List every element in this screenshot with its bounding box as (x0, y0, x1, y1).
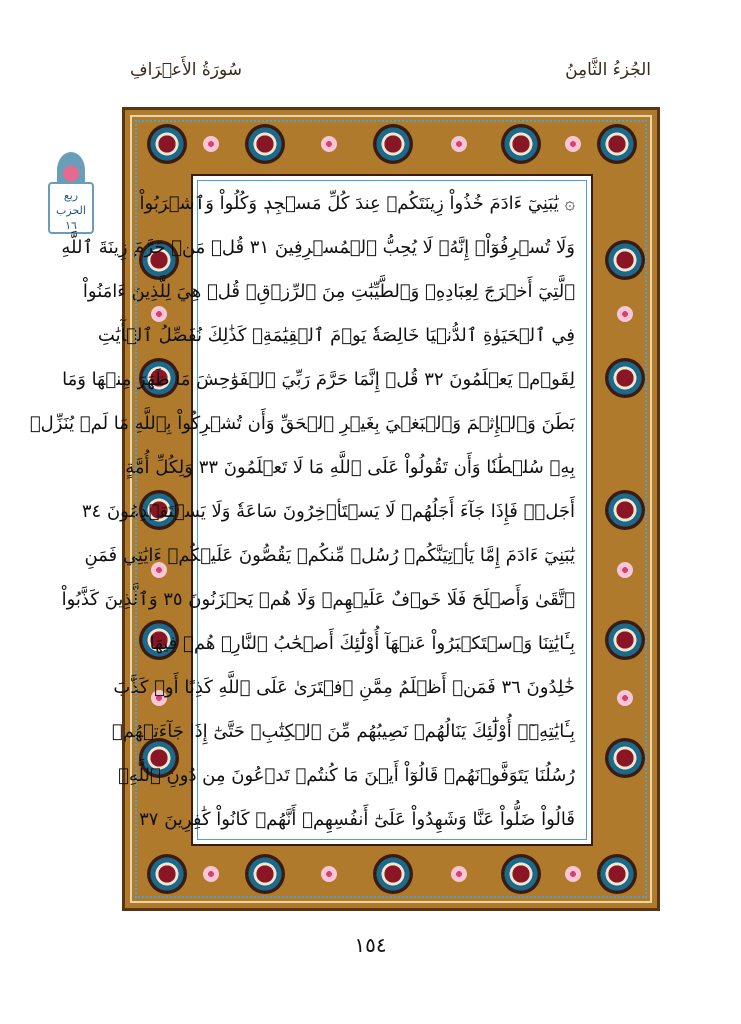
frame-ornament (373, 854, 413, 894)
frame-ornament (501, 854, 541, 894)
frame-flower (151, 562, 167, 578)
frame-flower (203, 136, 219, 152)
verse-line: قَالُواْ ضَلُّواْ عَنَّا وَشَهِدُواْ عَلَىٰٓ أَنفُسِهِمۡ أَنَّهُمۡ كَانُواْ كَٰفِرِينَ ٣٧ (139, 809, 575, 830)
frame-flower (151, 306, 167, 322)
verse-line: ٱتَّقَىٰ وَأَصۡلَحَ فَلَا خَوۡفٌ عَلَيۡهِمۡ وَلَا هُمۡ يَحۡزَنُونَ ٣٥ وَٱلَّذِينَ كَذَّبُواْ (61, 589, 575, 610)
frame-ornament (139, 738, 179, 778)
frame-ornament (605, 738, 645, 778)
marker-label-quarter: ربع (63, 189, 79, 202)
surah-title: سُورَةُ الأَعۡرَافِ (130, 60, 243, 80)
verse-line: وَلَا تُسۡرِفُوٓاْۚ إِنَّهُۥ لَا يُحِبُّ ٱلۡمُسۡرِفِينَ ٣١ قُلۡ مَنۡ حَرَّمَ زِينَةَ ٱللَّهِ (61, 237, 575, 258)
verse-line: بِـَٔايَٰتِنَا وَٱسۡتَكۡبَرُواْ عَنۡهَآ أُوْلَٰٓئِكَ أَصۡحَٰبُ ٱلنَّارِۖ هُمۡ فِيهَا (149, 633, 575, 654)
frame-ornament (501, 124, 541, 164)
frame-ornament (605, 358, 645, 398)
verse-line: بِـَٔايَٰتِهِۦٓۚ أُوْلَٰٓئِكَ يَنَالُهُمۡ نَصِيبُهُم مِّنَ ٱلۡكِتَٰبِۖ حَتَّىٰٓ إِذَا جَآءَتۡهُمۡ (111, 721, 575, 742)
frame-ornament (605, 490, 645, 530)
marker-number: ١٦ (65, 219, 77, 232)
frame-ornament (139, 620, 179, 660)
frame-ornament (373, 124, 413, 164)
verse-line: يَٰبَنِيٓ ءَادَمَ إِمَّا يَأۡتِيَنَّكُمۡ رُسُلٞ مِّنكُمۡ يَقُصُّونَ عَلَيۡكُمۡ ءَايَٰتِي فَمَنِ (84, 545, 575, 566)
frame-flower (617, 690, 633, 706)
verse-line: فِي ٱلۡحَيَوٰةِ ٱلدُّنۡيَا خَالِصَةٗ يَوۡمَ ٱلۡقِيَٰمَةِۗ كَذَٰلِكَ نُفَصِّلُ ٱلۡأٓيَٰتِ (97, 325, 575, 346)
frame-ornament (597, 854, 637, 894)
frame-ornament (147, 124, 187, 164)
frame-flower (203, 866, 219, 882)
verse-line: بَطَنَ وَٱلۡإِثۡمَ وَٱلۡبَغۡيَ بِغَيۡرِ ٱلۡحَقِّ وَأَن تُشۡرِكُواْ بِٱللَّهِ مَا لَمۡ يُنَزِّلۡ (29, 413, 575, 434)
frame-ornament (139, 490, 179, 530)
verse-line: بِهِۦ سُلۡطَٰنٗا وَأَن تَقُولُواْ عَلَى ٱللَّهِ مَا لَا تَعۡلَمُونَ ٣٣ وَلِكُلِّ أُمَّةٍ (125, 457, 575, 478)
verse-line: أَجَلٞۖ فَإِذَا جَآءَ أَجَلُهُمۡ لَا يَسۡتَأۡخِرُونَ سَاعَةٗ وَلَا يَسۡتَقۡدِمُونَ ٣٤ (81, 501, 575, 522)
frame-flower (321, 866, 337, 882)
juz-title: الجُزءُ الثَّامِنُ (565, 60, 651, 80)
frame-flower (617, 306, 633, 322)
frame-flower (565, 136, 581, 152)
frame-flower (151, 690, 167, 706)
frame-ornament (605, 240, 645, 280)
verse-line: لِقَوۡمٖ يَعۡلَمُونَ ٣٢ قُلۡ إِنَّمَا حَرَّمَ رَبِّيَ ٱلۡفَوَٰحِشَ مَا ظَهَرَ مِنۡهَا وَمَا (62, 369, 575, 390)
frame-flower (617, 562, 633, 578)
frame-ornament (147, 854, 187, 894)
frame-flower (565, 866, 581, 882)
frame-ornament (605, 620, 645, 660)
frame-ornament (139, 358, 179, 398)
frame-ornament (245, 124, 285, 164)
frame-ornament (597, 124, 637, 164)
frame-flower (451, 866, 467, 882)
frame-ornament (139, 240, 179, 280)
verse-line: خَٰلِدُونَ ٣٦ فَمَنۡ أَظۡلَمُ مِمَّنِ ٱفۡتَرَىٰ عَلَى ٱللَّهِ كَذِبًا أَوۡ كَذَّبَ (113, 677, 575, 698)
frame-flower (451, 136, 467, 152)
marker-label-hizb: الحزب (56, 204, 86, 217)
frame-flower (321, 136, 337, 152)
verse-line: رُسُلُنَا يَتَوَفَّوۡنَهُمۡ قَالُوٓاْ أَيۡنَ مَا كُنتُمۡ تَدۡعُونَ مِن دُونِ ٱللَّهِۖ (118, 765, 575, 786)
page-number: ١٥٤ (354, 933, 387, 957)
verse-line: ٱلَّتِيٓ أَخۡرَجَ لِعِبَادِهِۦ وَٱلطَّيِّبَٰتِ مِنَ ٱلرِّزۡقِۚ قُلۡ هِيَ لِلَّذِينَ ءَامَنُواْ (82, 281, 575, 302)
verse-line: ۞ يَٰبَنِيٓ ءَادَمَ خُذُواْ زِينَتَكُمۡ عِندَ كُلِّ مَسۡجِدٖ وَكُلُواْ وَٱشۡرَبُواْ (139, 193, 575, 214)
frame-ornament (245, 854, 285, 894)
